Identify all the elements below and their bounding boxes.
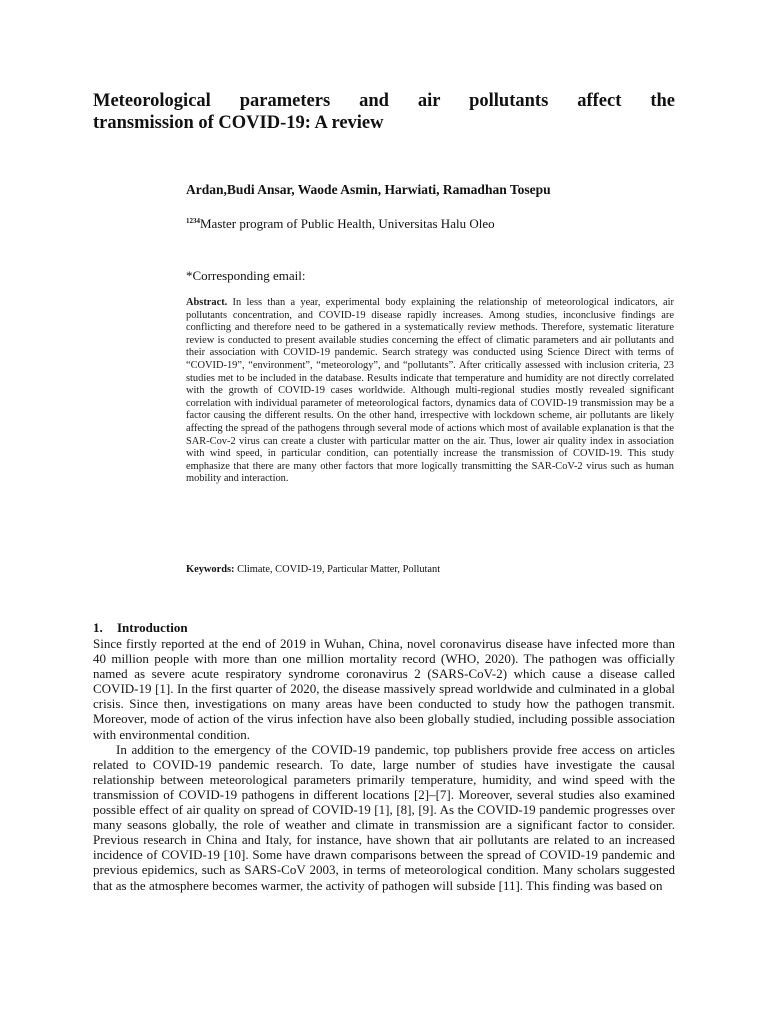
affiliation-marks: 1234 bbox=[186, 217, 200, 225]
paper-title bbox=[93, 90, 675, 134]
body-text bbox=[93, 636, 675, 893]
abstract bbox=[186, 297, 674, 486]
section-number: 1. bbox=[93, 620, 103, 635]
abstract-label: Abstract. bbox=[186, 297, 228, 308]
title-line-1: Meteorological parameters and air pollutants affect the bbox=[93, 91, 675, 111]
section-title: Introduction bbox=[117, 620, 188, 635]
affiliation bbox=[186, 216, 495, 232]
keywords-label: Keywords: bbox=[186, 564, 235, 575]
abstract-text: In less than a year, experimental body explaining the relationship of meteorological indicators, air pollutants concentration, and COVID-19 disease rapidly increases. Among studies, inconclusive findings are conflicting and therefore need to be gathered in a systematically review methods. Therefore, systematic literature review is conducted to present available studies concerning the effect of climatic parameters and air pollutants and their association with COVID-19 pandemic. Search strategy was conducted using Science Direct with terms of “COVID-19”, “environment”, “meteorology”, and “pollutants”. After critically assessed with inclusion criteria, 23 studies met to be included in the database. Results indicate that temperature and humidity are not directly correlated with the growth of COVID-19 cases worldwide. Although multi-regional studies mostly revealed significant correlation with individual parameter of meteorological factors, dynamics data of COVID-19 transmission may be a factor causing the different results. On the other hand, irrespective with lockdown scheme, air pollutants are likely affecting the spread of the pathogens through several mode of actions which most of available explanation is that the SAR-Cov-2 virus can create a cluster with particular matter on the air. Thus, lower air quality index in association with wind speed, in particular condition, can potentially increase the transmission of COVID-19. This study emphasize that there are many other factors that more logically transmitting the SAR-CoV-2 virus such as human mobility and interaction. bbox=[186, 297, 674, 485]
keywords-text: Climate, COVID-19, Particular Matter, Pollutant bbox=[237, 564, 441, 575]
paragraph-1: Since firstly reported at the end of 2019 in Wuhan, China, novel coronavirus disease have infected more than 40 million people with more than one million mortality record (WHO, 2020). The pathogen was officially named as severe acute respiratory syndrome coronavirus 2 (SARS-CoV-2) which cause a disease called COVID-19 [1]. In the first quarter of 2020, the disease massively spread worldwide and culminated in a global crisis. Since then, investigations on many areas have been conducted to study how the pathogen transmit. Moreover, mode of action of the virus infection have also been globally studied, including possible association with environmental condition. bbox=[93, 636, 675, 742]
keywords bbox=[186, 563, 674, 576]
affiliation-text: Master program of Public Health, Universitas Halu Oleo bbox=[200, 216, 495, 231]
section-heading-introduction bbox=[93, 620, 188, 636]
title-line-2: transmission of COVID-19: A review bbox=[93, 113, 384, 133]
corresponding-email: *Corresponding email: bbox=[186, 268, 306, 283]
paragraph-2: In addition to the emergency of the COVID-19 pandemic, top publishers provide free access on articles related to COVID-19 pandemic research. To date, large number of studies have investigate the causal relationship between meteorological parameters primarily temperature, humidity, and wind speed with the transmission of COVID-19 pathogens in different locations [2]–[7]. Moreover, several studies also examined possible effect of air quality on spread of COVID-19 [1], [8], [9]. As the COVID-19 pandemic progresses over many seasons globally, the role of weather and climate in transmission are a significant factor to consider. Previous research in China and Italy, for instance, have shown that air pollutants are related to an increased incidence of COVID-19 [10]. Some have drawn comparisons between the spread of COVID-19 pandemic and previous epidemics, such as SARS-CoV 2003, in terms of meteorological condition. Many scholars suggested that as the atmosphere becomes warmer, the activity of pathogen will subside [11]. This finding was based on bbox=[93, 741, 675, 893]
author-list: Ardan,Budi Ansar, Waode Asmin, Harwiati, Ramadhan Tosepu bbox=[186, 182, 551, 197]
